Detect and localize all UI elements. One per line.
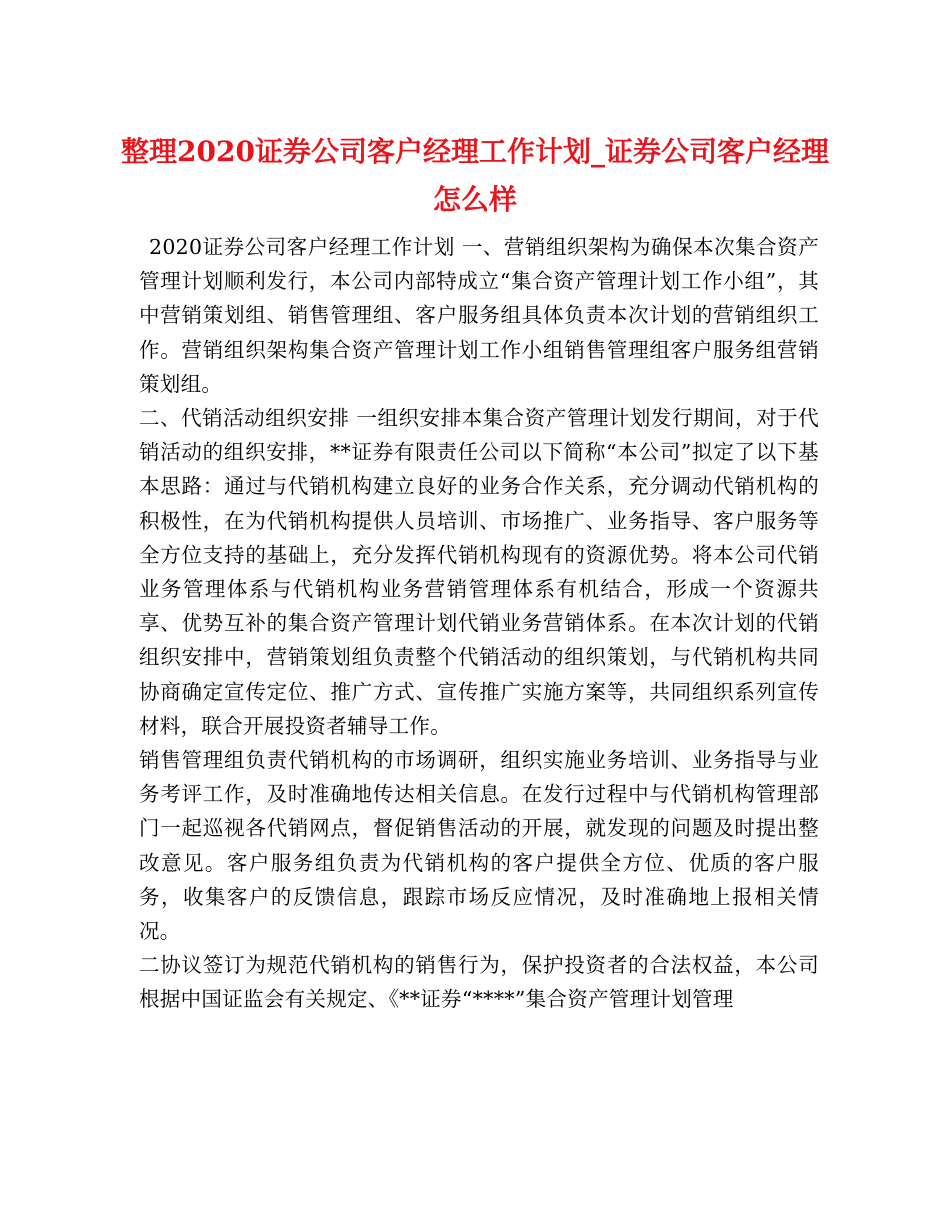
paragraph-agreement-signing: 二协议签订为规范代销机构的销售行为，保护投资者的合法权益，本公司根据中国证监会有关规定、《**证券“****”集合资产管理计划管理 [139,953,819,1012]
document-title: 整理2020证券公司客户经理工作计划_证券公司客户经理怎么样 [121,135,829,216]
paragraph-distribution-arrangement: 二、代销活动组织安排 一组织安排本集合资产管理计划发行期间，对于代销活动的组织安排，**证券有限责任公司以下简称“本公司”拟定了以下基本思路：通过与代销机构建立良好的业务合作关系，充分调动代销机构的积极性，在为代销机构提供人员培训、市场推广、业务指导、客户服务等全方位支持的基础上，充分发挥代销机构现有的资源优势。将本公司代销业务管理体系与代销机构业务营销管理体系有机结合，形成一个资源共享、优势互补的集合资产管理计划代销业务营销体系。在本次计划的代销组织安排中，营销策划组负责整个代销活动的组织策划，与代销机构共同协商确定宣传定位、推广方式、宣传推广实施方案等，共同组织系列宣传材料，联合开展投资者辅导工作。 [139,406,819,738]
document-body [139,230,819,1017]
paragraph-sales-management: 销售管理组负责代销机构的市场调研，组织实施业务培训、业务指导与业务考评工作，及时准确地传达相关信息。在发行过程中与代销机构管理部门一起巡视各代销网点，督促销售活动的开展，就发现的问题及时提出整改意见。客户服务组负责为代销机构的客户提供全方位、优质的客户服务，收集客户的反馈信息，跟踪市场反应情况，及时准确地上报相关情况。 [139,748,819,944]
paragraph-marketing-organization: 2020证券公司客户经理工作计划 一、营销组织架构为确保本次集合资产管理计划顺利发行，本公司内部特成立“集合资产管理计划工作小组”，其中营销策划组、销售管理组、客户服务组具体负责本次计划的营销组织工作。营销组织架构集合资产管理计划工作小组销售管理组客户服务组营销策划组。 [139,235,819,396]
